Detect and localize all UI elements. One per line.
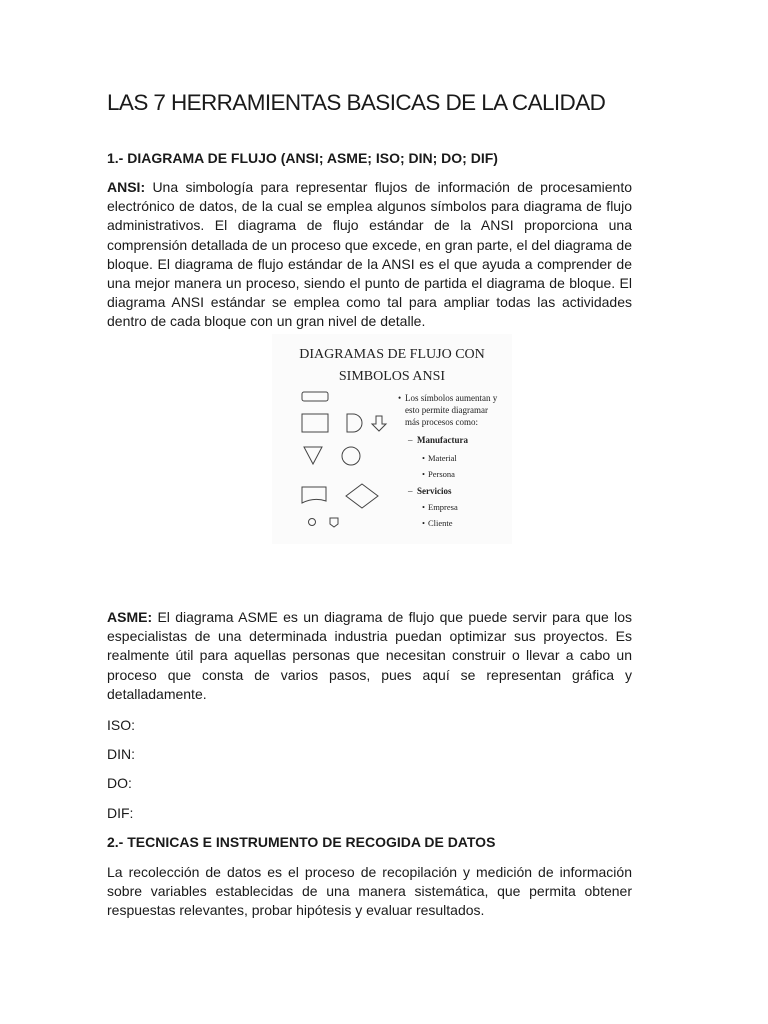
page-title: LAS 7 HERRAMIENTAS BASICAS DE LA CALIDAD: [107, 90, 606, 115]
circle-symbol: [342, 447, 360, 465]
offpage-connector-symbol: [330, 518, 338, 527]
delay-symbol: [347, 414, 362, 432]
ansi-label: ANSI:: [107, 179, 146, 195]
group-servicios: Servicios: [417, 486, 452, 496]
dash-marker: –: [408, 435, 413, 445]
do-line: DO:: [107, 775, 132, 791]
dif-line: DIF:: [107, 805, 134, 821]
figure-title-line-2: SIMBOLOS ANSI: [338, 369, 446, 384]
sub-bullet: •: [422, 518, 425, 528]
bullet-line-3: más procesos como:: [405, 417, 478, 427]
triangle-symbol: [304, 447, 322, 464]
iso-line: ISO:: [107, 717, 136, 733]
ansi-paragraph: [107, 178, 632, 332]
dash-marker: –: [408, 486, 413, 496]
item-material: Material: [428, 453, 457, 463]
ansi-text: Una simbología para representar flujos de información de procesamiento electrónico de datos, de la cual se emplea algunos símbolos para diagrama de flujo administrativos. El diagrama de flujo estándar de la ANSI proporciona una comprensión detallada de un proceso que excede, en gran parte, el del diagrama de bloque. El diagrama de flujo estándar de la ANSI es el que ayuda a comprender de una mejor manera un proceso, siendo el punto de partida el diagrama de bloque. El diagrama ANSI estándar se emplea como tal para ampliar todas las actividades dentro de cada bloque con un gran nivel de detalle.: [107, 179, 632, 330]
bullet-line-1: Los símbolos aumentan y: [405, 393, 498, 403]
group-manufactura: Manufactura: [417, 435, 468, 445]
section-2-heading: 2.- TECNICAS E INSTRUMENTO DE RECOGIDA DE DATOS: [107, 834, 496, 850]
connector-symbol: [309, 519, 316, 526]
asme-paragraph: [107, 608, 632, 704]
asme-label: ASME:: [107, 609, 153, 625]
process-symbol: [302, 414, 328, 432]
sub-bullet: •: [422, 469, 425, 479]
recoleccion-paragraph: La recolección de datos es el proceso de recopilación y medición de información sobre variables establecidas de una manera sistemática, que permita obtener respuestas relevantes, probar hipótesis y evaluar resultados.: [107, 864, 632, 919]
section-1-heading: 1.- DIAGRAMA DE FLUJO (ANSI; ASME; ISO; DIN; DO; DIF): [107, 150, 498, 166]
decision-symbol: [346, 484, 378, 508]
sub-bullet: •: [422, 453, 425, 463]
item-cliente: Cliente: [428, 518, 453, 528]
item-persona: Persona: [428, 469, 455, 479]
item-empresa: Empresa: [428, 502, 458, 512]
document-symbol: [302, 487, 326, 503]
din-line: DIN:: [107, 746, 135, 762]
arrow-down-symbol: [372, 416, 386, 431]
sub-bullet: •: [422, 502, 425, 512]
terminal-symbol: [302, 392, 328, 401]
bullet-line-2: esto permite diagramar: [405, 405, 488, 415]
asme-text: El diagrama ASME es un diagrama de flujo que puede servir para que los especialistas de una determinada industria puedan optimizar sus proyectos. Es realmente útil para aquellas personas que necesitan construir o llevar a cabo un proceso que consta de varios pasos, pues aquí se representan gráfica y detalladamente.: [107, 609, 632, 702]
bullet-dot: •: [398, 393, 402, 403]
figure-title-line-1: DIAGRAMAS DE FLUJO CON: [299, 347, 485, 362]
ansi-symbols-figure: [272, 334, 512, 544]
